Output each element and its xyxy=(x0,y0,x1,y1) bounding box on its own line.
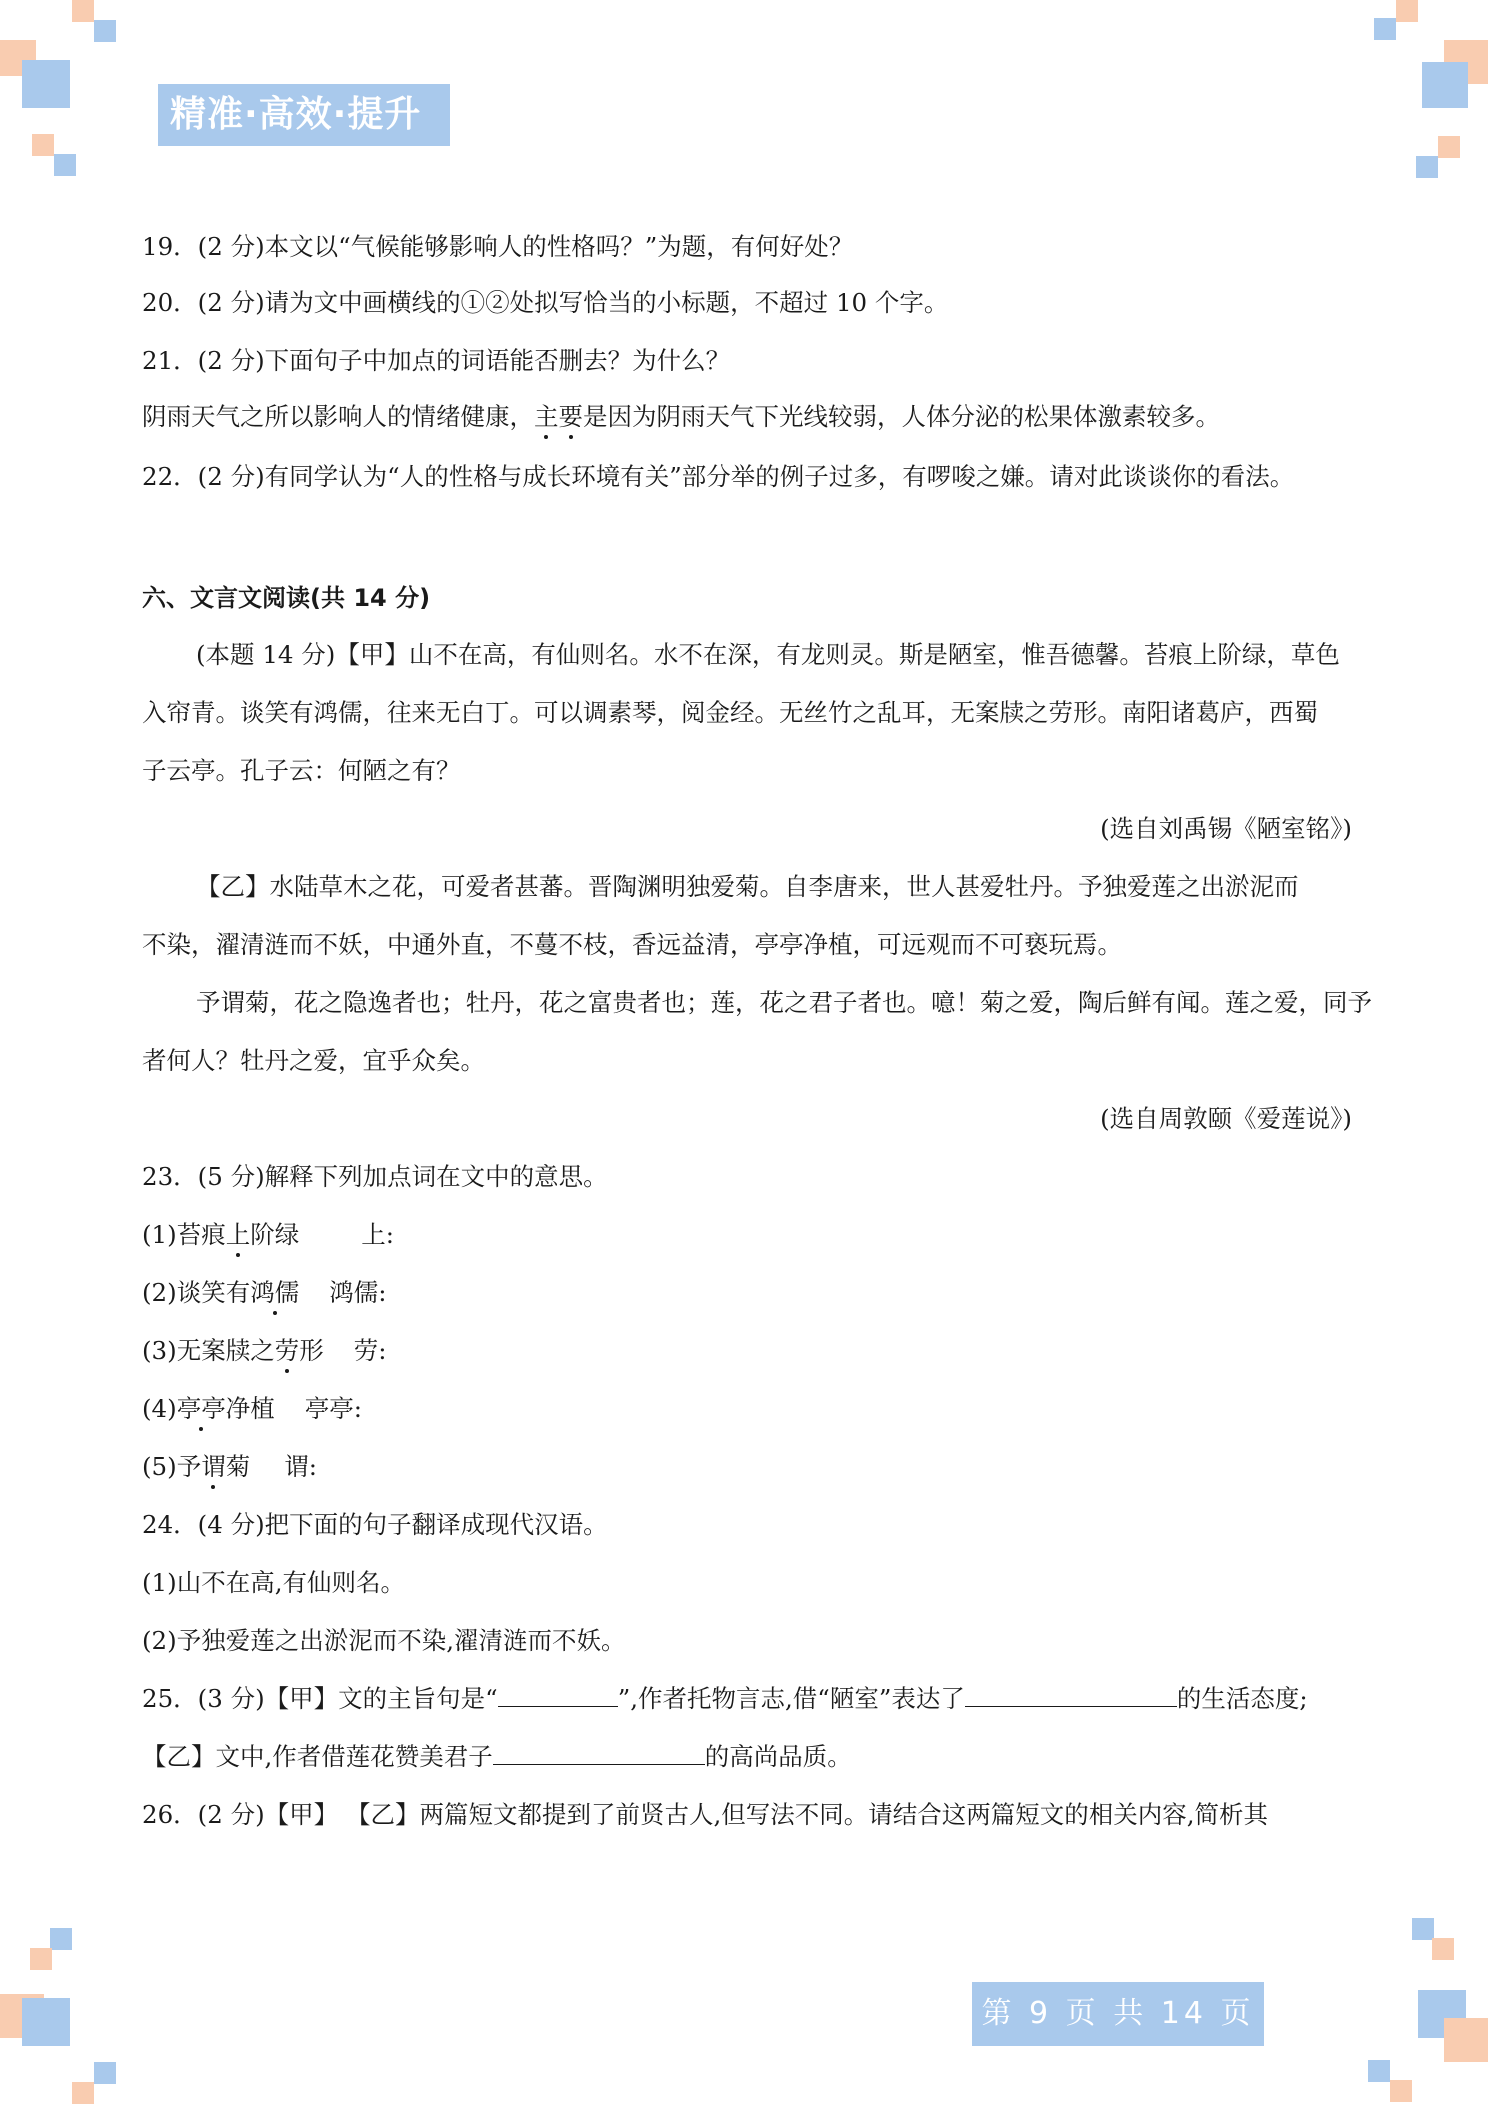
header-banner: 精准·高效·提升 xyxy=(158,84,450,146)
question-24: 24．(4 分)把下面的句子翻译成现代汉语。 xyxy=(142,1510,608,1539)
question-23-item: (4)亭亭净植 亭亭: xyxy=(142,1394,362,1423)
question-19: 19．(2 分)本文以“气候能够影响人的性格吗？”为题，有何好处？ xyxy=(142,232,854,261)
question-23-item: (5)予谓菊 谓: xyxy=(142,1452,317,1481)
question-23-item: (3)无案牍之劳形 劳: xyxy=(142,1336,387,1365)
passage-jia-line: (本题 14 分)【甲】山不在高，有仙则名。水不在深，有龙则灵。斯是陋室，惟吾德馨。苔痕上阶绿，草色 xyxy=(196,640,1340,669)
question-23-item: (2)谈笑有鸿儒 鸿儒: xyxy=(142,1278,387,1307)
question-21-sentence: 阴雨天气之所以影响人的情绪健康，主要是因为阴雨天气下光线较弱，人体分泌的松果体激素较多。 xyxy=(142,402,1220,431)
question-24-item: (2)予独爱莲之出淤泥而不染,濯清涟而不妖。 xyxy=(142,1626,626,1655)
answer-blank[interactable] xyxy=(965,1684,1177,1707)
question-23-item: (1)苔痕上阶绿 上: xyxy=(142,1220,394,1249)
question-25: 25．(3 分)【甲】文的主旨句是“ ”,作者托物言志,借“陋室”表达了 的生活态度; xyxy=(142,1684,1308,1713)
passage-yi-line: 【乙】水陆草木之花，可爱者甚蕃。晋陶渊明独爱菊。自李唐来，世人甚爱牡丹。予独爱莲之出淤泥而 xyxy=(196,872,1299,901)
question-24-item: (1)山不在高,有仙则名。 xyxy=(142,1568,405,1597)
answer-blank[interactable] xyxy=(498,1684,618,1707)
question-21: 21．(2 分)下面句子中加点的词语能否删去？为什么？ xyxy=(142,346,731,375)
passage-yi-line: 不染，濯清涟而不妖，中通外直，不蔓不枝，香远益清，亭亭净植，可远观而不可亵玩焉。 xyxy=(142,930,1122,959)
page-number: 第 9 页 共 14 页 xyxy=(972,1982,1264,2046)
question-25-cont: 【乙】文中,作者借莲花赞美君子 的高尚品质。 xyxy=(142,1742,852,1771)
passage-jia-line: 子云亭。孔子云：何陋之有？ xyxy=(142,756,461,785)
question-26: 26．(2 分)【甲】 【乙】两篇短文都提到了前贤古人,但写法不同。请结合这两篇短文的相关内容,简析其 xyxy=(142,1800,1269,1829)
section-title: 六、文言文阅读(共 14 分) xyxy=(142,584,431,612)
question-23: 23．(5 分)解释下列加点词在文中的意思。 xyxy=(142,1162,608,1191)
passage-yi-line: 予谓菊，花之隐逸者也；牡丹，花之富贵者也；莲，花之君子者也。噫！菊之爱，陶后鲜有闻。莲之爱，同予 xyxy=(196,988,1372,1017)
passage-yi-line: 者何人？牡丹之爱，宜乎众矣。 xyxy=(142,1046,485,1075)
question-22: 22．(2 分)有同学认为“人的性格与成长环境有关”部分举的例子过多，有啰唆之嫌。请对此谈谈你的看法。 xyxy=(142,462,1295,491)
source-yi: (选自周敦颐《爱莲说》) xyxy=(1100,1104,1352,1133)
passage-jia-line: 入帘青。谈笑有鸿儒，往来无白丁。可以调素琴，阅金经。无丝竹之乱耳，无案牍之劳形。南阳诸葛庐，西蜀 xyxy=(142,698,1318,727)
source-jia: (选自刘禹锡《陋室铭》) xyxy=(1100,814,1352,843)
question-20: 20．(2 分)请为文中画横线的①②处拟写恰当的小标题，不超过 10 个字。 xyxy=(142,288,949,317)
answer-blank[interactable] xyxy=(493,1742,705,1765)
